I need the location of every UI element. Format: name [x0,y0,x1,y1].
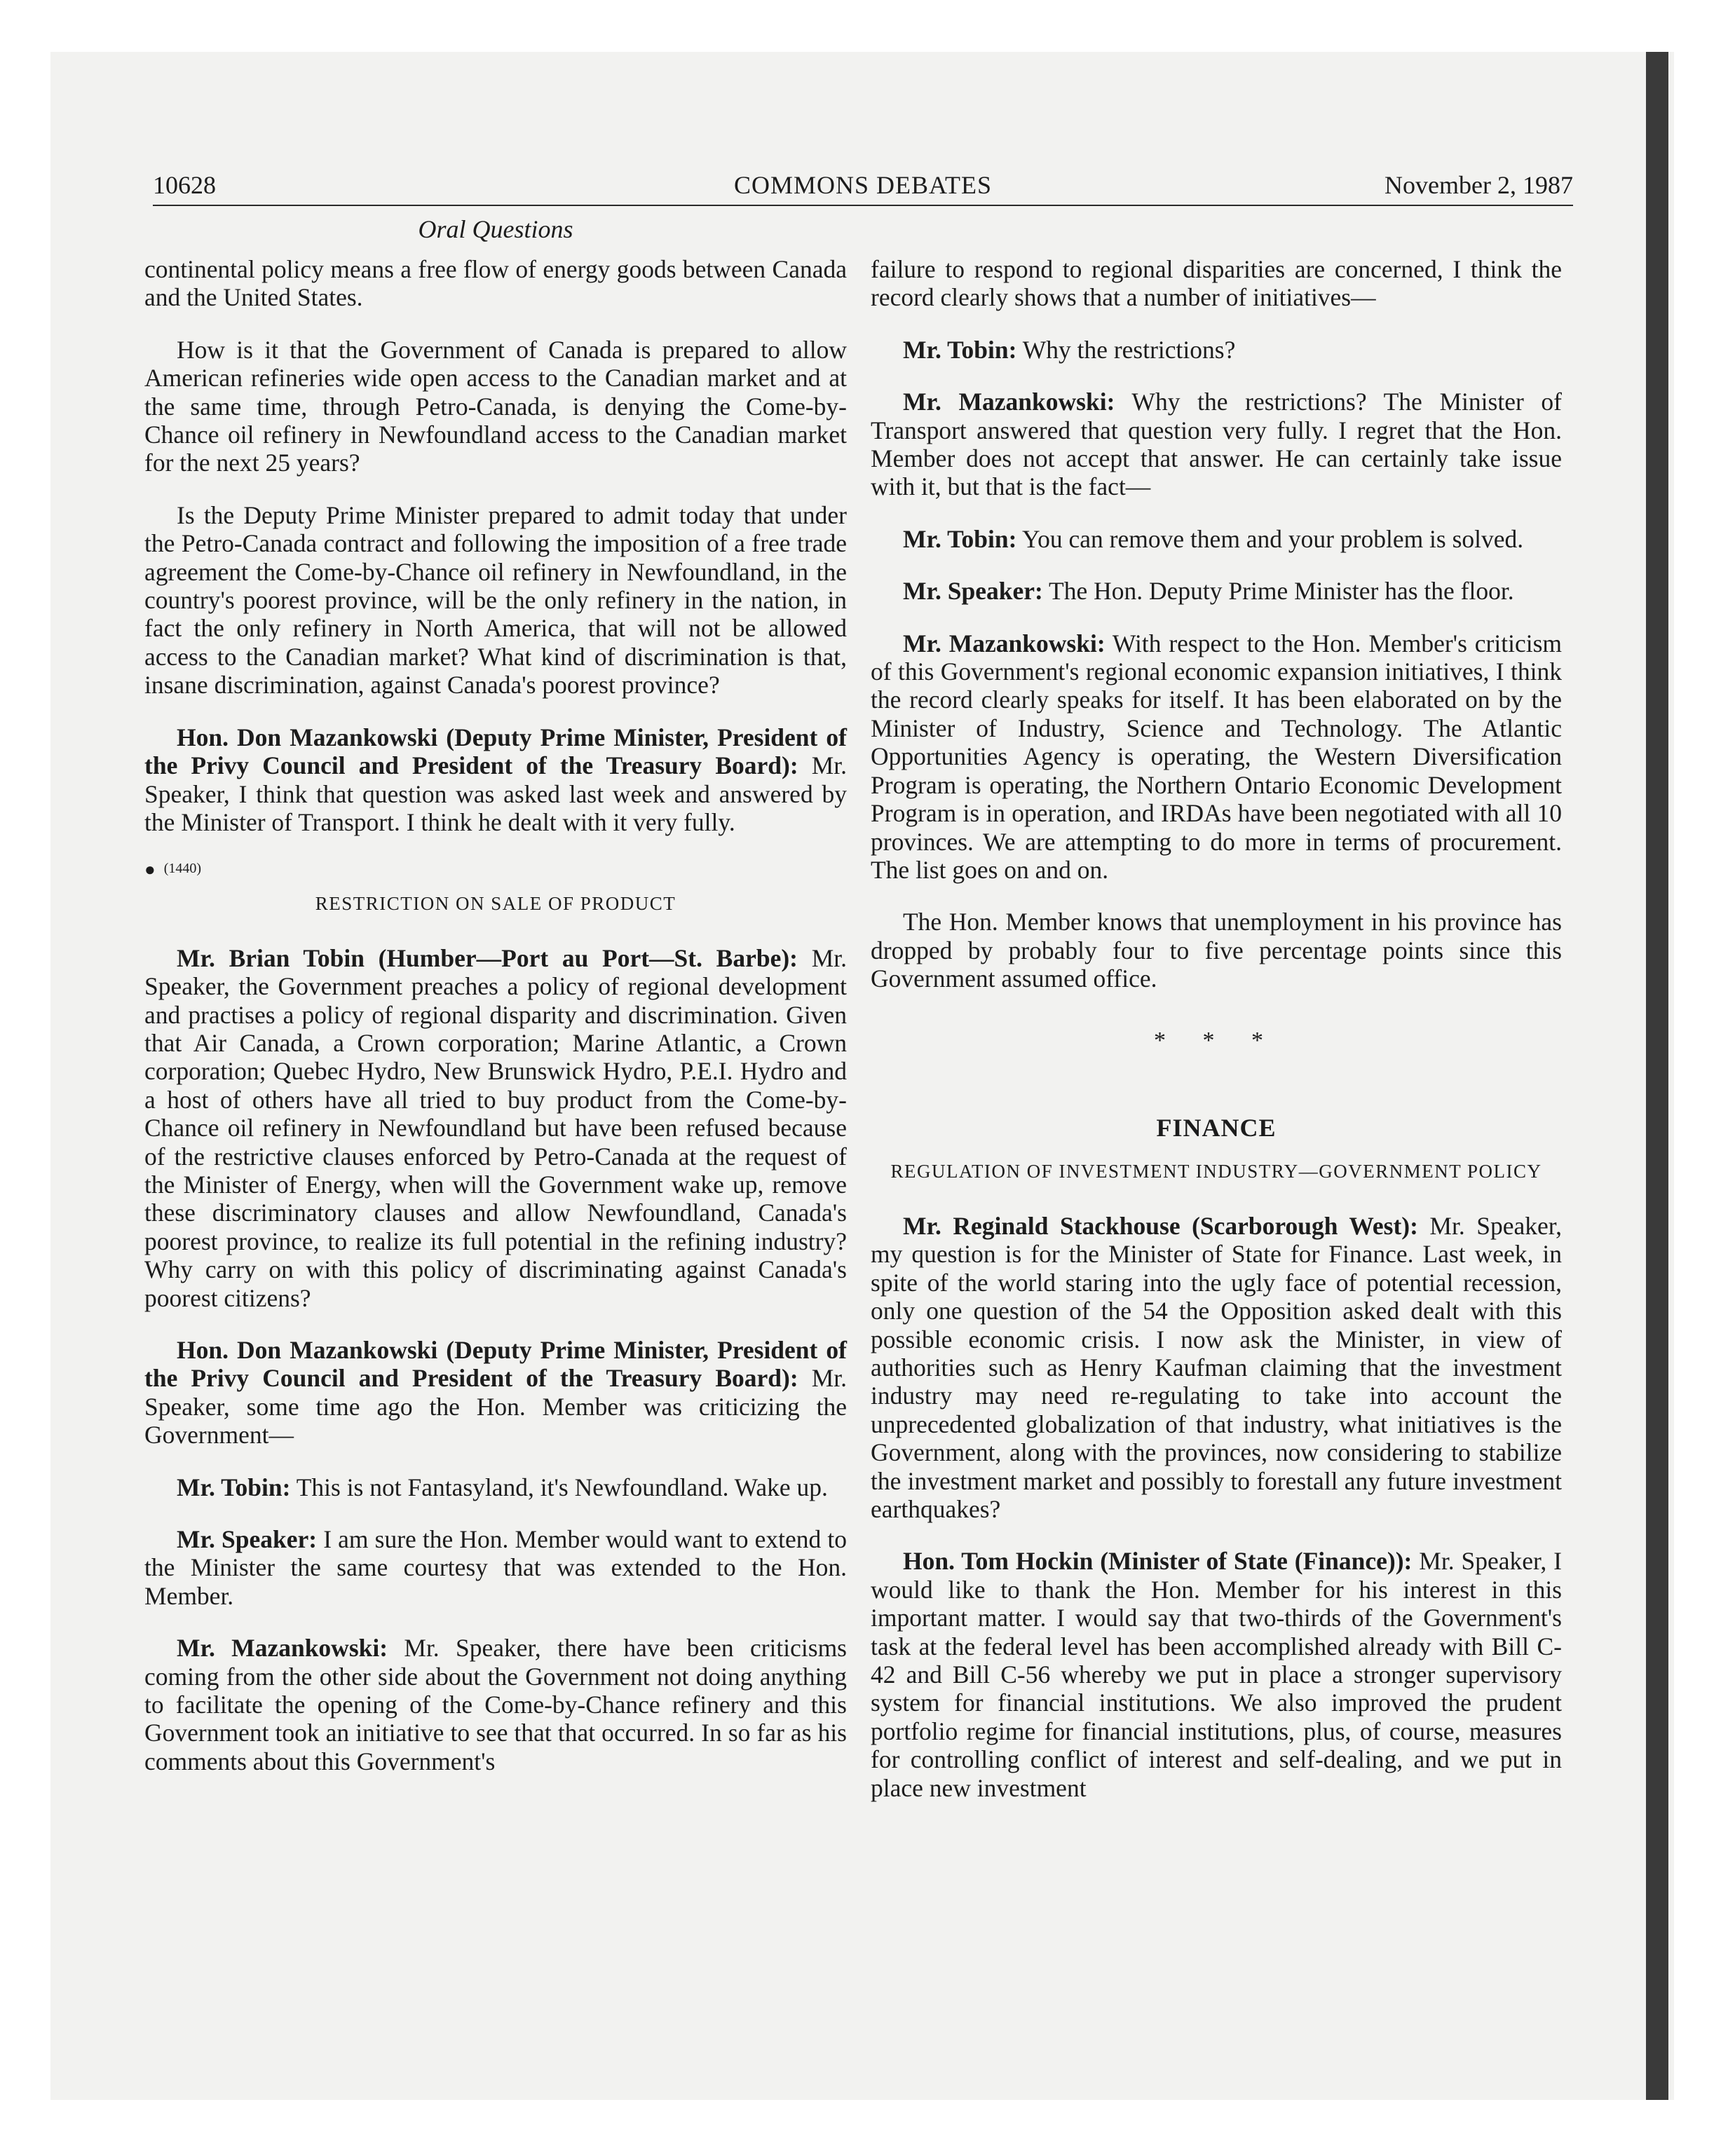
paragraph [871,336,1562,364]
paragraph: continental policy means a free flow of energy goods between Canada and the United States. [144,255,847,312]
speaker-name: Mr. Mazankowski: [903,388,1115,416]
paragraph [871,577,1562,605]
paragraph: Is the Deputy Prime Minister prepared to admit today that under the Petro-Canada contract and following the imposition of a free trade agreement the Come-by-Chance oil refinery in Newfoundland, in the country's poorest province, will be the only refinery in the nation, in fact the only refinery in North America, that will not be allowed access to the Canadian market? What kind of discrimination is that, insane discrimination, against Canada's poorest province? [144,500,847,700]
speech-text: This is not Fantasyland, it's Newfoundland. Wake up. [290,1473,828,1501]
paragraph: The Hon. Member knows that unemployment in his province has dropped by probably four to five percentage points since this Government assumed office. [871,908,1562,993]
speaker-name: Hon. Don Mazankowski (Deputy Prime Minister, President of the Privy Council and President of the Treasury Board): [144,723,847,780]
subheading: RESTRICTION ON SALE OF PRODUCT [315,892,676,914]
left-column [144,255,847,1799]
speech-text: Mr. Speaker, my question is for the Minister of State for Finance. Last week, in spite of the world staring into the ugly face of potential recession, only one question of the 54 the Opposition asked dealt with this possible economic crisis. I now ask the Minister, in view of authorities such as Henry Kaufman claiming that the investment industry may need re-regulating to take into account the unprecedented globalization of that industry, what initiatives is the Government, along with the provinces, now considering to stabilize the investment market and possibly to forestall any future investment earthquakes? [871,1211,1562,1523]
paragraph: How is it that the Government of Canada is prepared to allow American refineries wide open access to the Canadian market and at the same time, through Petro-Canada, is denying the Come-by-Chance oil refinery in Newfoundland access to the Canadian market for the next 25 years? [144,335,847,477]
scan-edge-bar [1646,52,1668,2100]
section-title: FINANCE [1156,1113,1277,1142]
subheading: REGULATION OF INVESTMENT INDUSTRY—GOVERNMENT POLICY [890,1160,1542,1182]
speaker-name: Mr. Tobin: [903,524,1017,553]
speaker-name: Mr. Tobin: [903,335,1017,364]
speaker-name: Mr. Brian Tobin (Humber—Port au Port—St. Barbe): [177,943,798,972]
paragraph [871,1547,1562,1802]
speaker-name: Hon. Don Mazankowski (Deputy Prime Minister, President of the Privy Council and President of the Treasury Board): [144,1336,847,1393]
paragraph [144,1525,847,1610]
speech-text: You can remove them and your problem is solved. [1016,524,1524,553]
speaker-name: Mr. Mazankowski: [177,1634,388,1663]
section-heading: Oral Questions [418,215,573,243]
speech-text: I am sure the Hon. Member would want to extend to the Minister the same courtesy that was extended to the Hon. Member. [144,1525,847,1610]
time-marker [144,854,847,883]
publication-title: COMMONS DEBATES [733,171,993,199]
speech-text: Why the restrictions? The Minister of Transport answered that question very fully. I regret that the Hon. Member does not accept that answer. He can certainly take issue with it, but that is the fact— [871,388,1562,501]
speech-text: The Hon. Deputy Prime Minister has the floor. [1042,577,1514,606]
speech-text: Mr. Speaker, the Government preaches a policy of regional development and practises a policy of regional disparity and discrimination. Given that Air Canada, a Crown corporation; Marine Atlantic, a Crown corporation; Quebec Hydro, New Brunswick Hydro, P.E.I. Hydro and a host of others have all tried to buy product from the Come-by-Chance oil refinery in Newfoundland but have been refused because of the restrictive clauses enforced by Petro-Canada at the request of the Minister of Energy, when will the Government wake up, remove these discriminatory clauses and allow Newfoundland, Canada's poorest province, to realize its full potential in the refining industry? Why carry on with this policy of discriminating against Canada's poorest citizens? [144,943,847,1312]
speech-text: With respect to the Hon. Member's criticism of this Government's regional economic expansion initiatives, I think the record clearly speaks for itself. It has been elaborated on by the Minister of Industry, Science and Technology. The Atlantic Opportunities Agency is operating, the Western Diversification Program is operating, the Northern Ontario Economic Development Program is in operation, and IRDAs have been negotiated with all 10 provinces. We are attempting to do more in terms of procurement. The list goes on and on. [871,629,1563,884]
speech-text: Mr. Speaker, some time ago the Hon. Member was criticizing the Government— [144,1364,847,1449]
paragraph [871,1212,1562,1523]
paragraph [871,525,1562,553]
publication-date: November 2, 1987 [1384,171,1573,199]
speech-text: Mr. Speaker, I think that question was asked last week and answered by the Minister of Transport. I think he dealt with it very fully. [144,751,847,836]
page-header [153,165,1573,205]
paragraph [144,1634,847,1775]
right-column [871,255,1562,1826]
speaker-name: Mr. Reginald Stackhouse (Scarborough West): [903,1211,1418,1240]
page-number: 10628 [153,171,216,199]
paragraph: failure to respond to regional disparities are concerned, I think the record clearly shows that a number of initiatives— [871,255,1562,312]
header-rule [153,205,1573,206]
speech-text: Mr. Speaker, there have been criticisms coming from the other side about the Government not doing anything to facilitate the opening of the Come-by-Chance refinery and this Government took an initiative to see that that occurred. In so far as his comments about this Government's [144,1634,847,1775]
speech-text: Why the restrictions? [1016,335,1236,364]
paragraph [144,944,847,1312]
paragraph [144,1473,847,1501]
bullet-icon: ● [144,859,156,880]
speaker-name: Mr. Mazankowski: [903,629,1105,657]
speaker-name: Mr. Speaker: [903,577,1043,606]
speech-text: Mr. Speaker, I would like to thank the Hon. Member for his interest in this important matter. I would say that two-thirds of the Government's task at the federal level has been accomplished already with Bill C-42 and Bill C-56 whereby we put in place a stronger supervisory system for financial institutions. We also improved the prudent portfolio regime for financial institutions, plus, of course, measures for controlling conflict of interest and self-dealing, and we put in place new investment [871,1547,1562,1802]
speaker-name: Mr. Tobin: [177,1473,291,1501]
paragraph [144,723,847,837]
speaker-name: Mr. Speaker: [177,1525,318,1554]
paragraph [144,1336,847,1449]
speaker-name: Hon. Tom Hockin (Minister of State (Finance)): [903,1547,1413,1576]
paragraph [871,629,1562,885]
section-separator: * * * [1154,1027,1279,1053]
paragraph [871,388,1562,501]
time-text: (1440) [163,861,202,877]
